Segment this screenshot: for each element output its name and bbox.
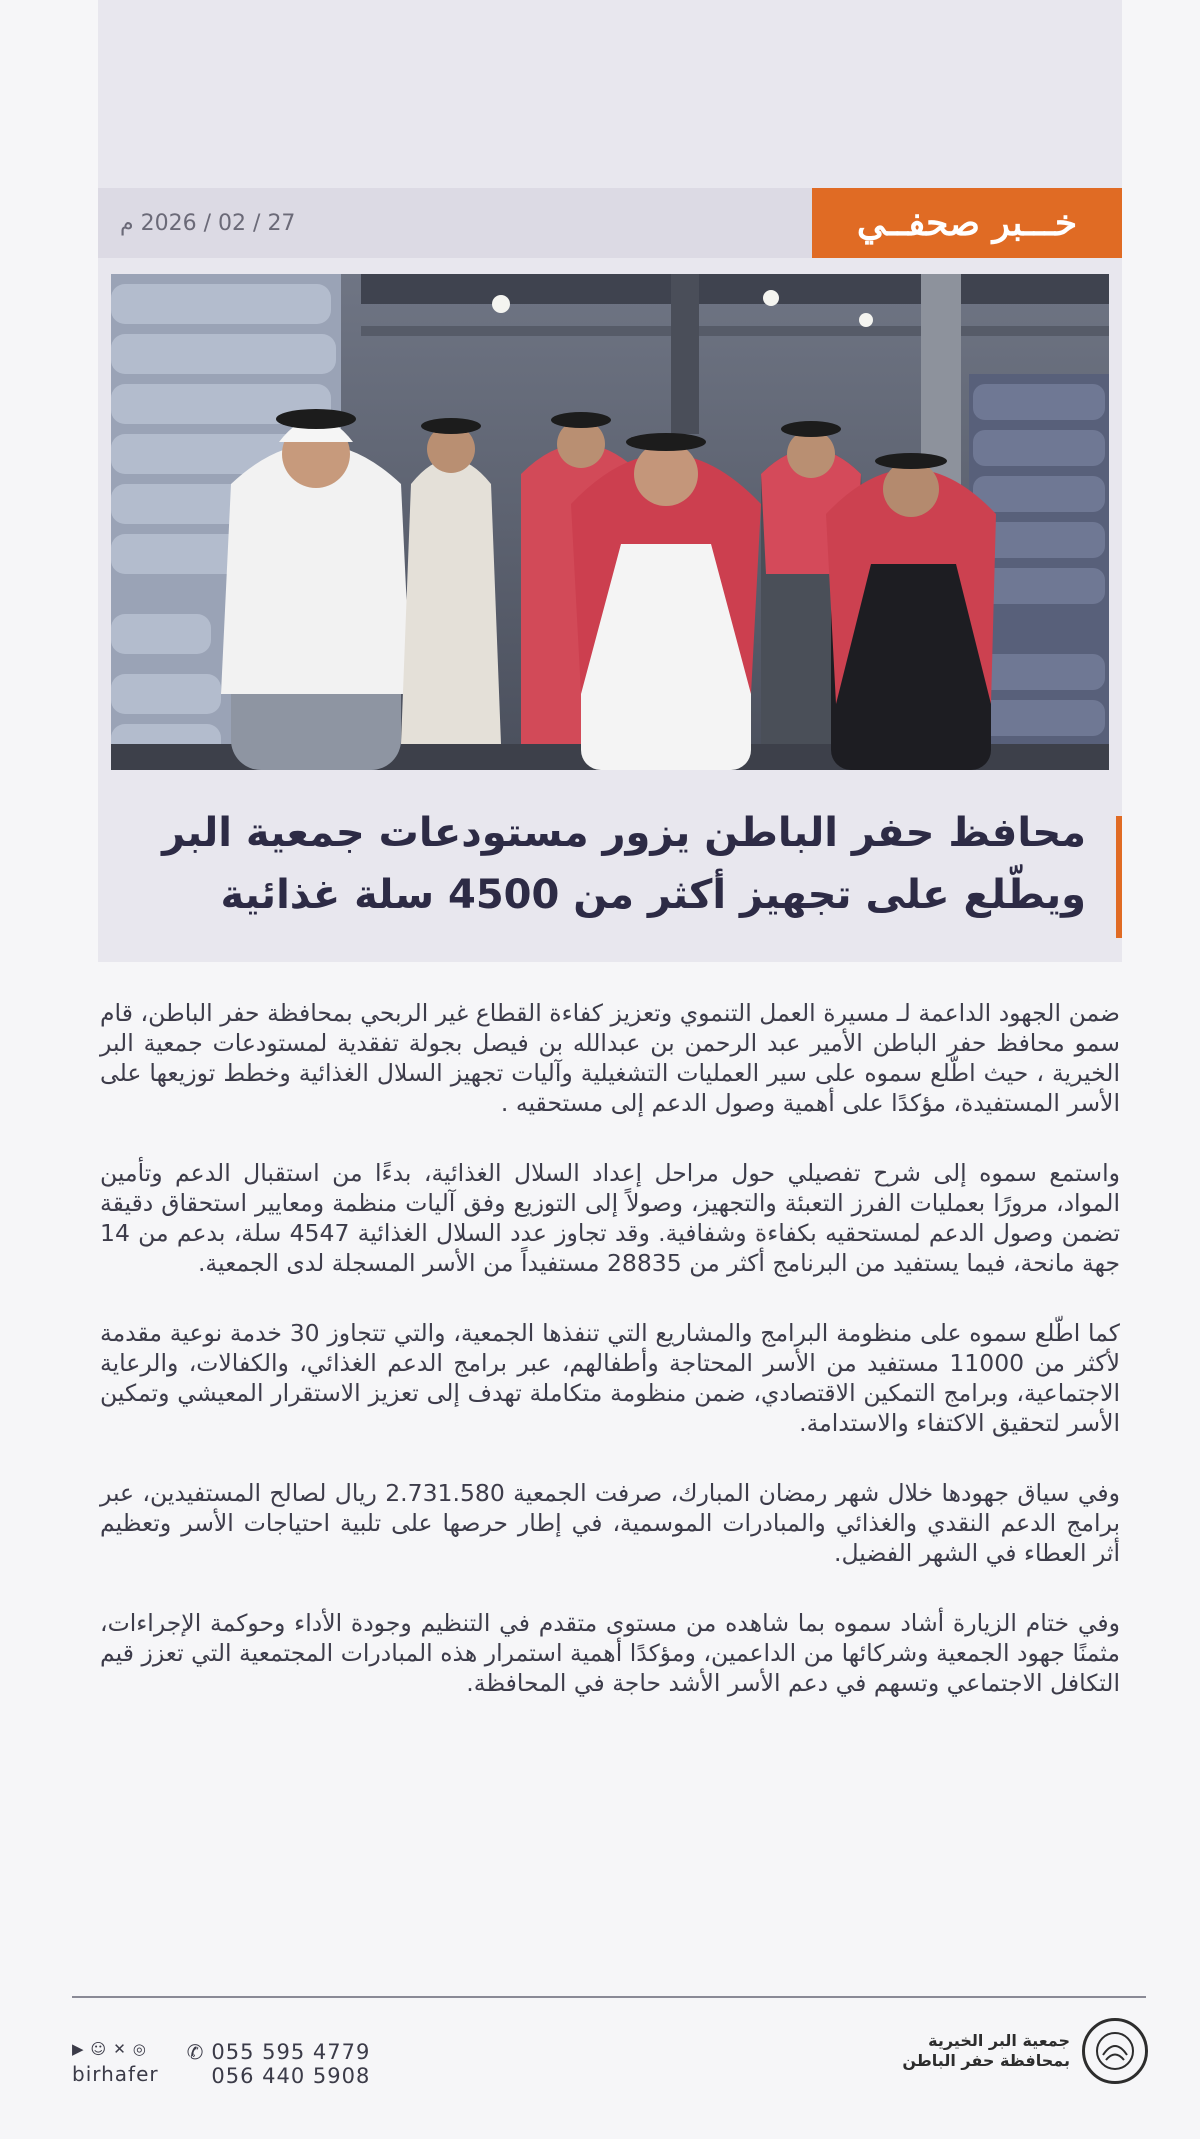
article-body [100, 998, 1120, 1738]
social-icons [72, 2040, 159, 2058]
phone-number-1[interactable]: 055 595 4779 [211, 2040, 371, 2064]
article-card [98, 0, 1122, 962]
social-block [72, 2040, 159, 2086]
footer-divider [72, 1996, 1146, 1998]
youtube-icon[interactable]: ▶ [72, 2040, 85, 2058]
snapchat-icon[interactable]: ☺ [90, 2040, 108, 2058]
warehouse-visit-photo [111, 274, 1109, 770]
publish-date: 27 / 02 / 2026 م [120, 210, 296, 236]
card-top-space [98, 0, 1122, 188]
instagram-icon[interactable]: ◎ [132, 2040, 147, 2058]
meta-bar [98, 188, 1122, 258]
paragraph: وفي سياق جهودها خلال شهر رمضان المبارك، صرفت الجمعية 2.731.580 ريال لصالح المستفيدين، عبر برامج الدعم النقدي والغذائي والمبادرات الموسمية، في إطار حرصها على تلبية احتياجات الأسر وتعظيم أثر العطاء في الشهر الفضيل. [100, 1479, 1120, 1567]
headline-line-1: محافظ حفر الباطن يزور مستودعات جمعية البر [162, 810, 1086, 856]
headline-accent-bar [1116, 816, 1122, 938]
org-logo-icon [1082, 2018, 1148, 2084]
social-handle[interactable]: birhafer [72, 2062, 159, 2086]
org-branding [902, 2018, 1148, 2084]
x-icon[interactable]: ✕ [113, 2040, 127, 2058]
org-name-line-1: جمعية البر الخيرية [928, 2031, 1070, 2050]
paragraph: وفي ختام الزيارة أشاد سموه بما شاهده من مستوى متقدم في التنظيم وجودة الأداء وحوكمة الإجراءات، مثمنًا جهود الجمعية وشركائها من الداعمين، ومؤكدًا أهمية استمرار هذه المبادرات المجتمعية التي تعزز قيم التكافل الاجتماعي وتسهم في دعم الأسر الأشد حاجة في المحافظة. [100, 1609, 1120, 1697]
footer-contacts [72, 2040, 370, 2088]
news-photo [111, 274, 1109, 770]
org-name-line-2: بمحافظة حفر الباطن [902, 2051, 1070, 2070]
org-name [902, 2031, 1070, 2071]
phone-number-2[interactable]: 056 440 5908 [211, 2064, 371, 2088]
news-tag: خـــبر صحفــي [812, 188, 1122, 258]
phone-block [187, 2040, 371, 2088]
paragraph: واستمع سموه إلى شرح تفصيلي حول مراحل إعداد السلال الغذائية، بدءًا من استقبال الدعم وتأمين المواد، مرورًا بعمليات الفرز التعبئة والتجهيز، وصولاً إلى التوزيع وفق آليات منظمة ومعايير استحقاق دقيقة تضمن وصول الدعم لمستحقيه بكفاءة وشفافية. وقد تجاوز عدد السلال الغذائية 4547 سلة، بدعم من 14 جهة مانحة، فيما يستفيد من البرنامج أكثر من 28835 مستفيداً من الأسر المسجلة لدى الجمعية. [100, 1159, 1120, 1277]
headline-line-2: ويطّلع على تجهيز أكثر من 4500 سلة غذائية [220, 872, 1086, 918]
phone-icon: ✆ [186, 2040, 204, 2064]
headline-block [98, 802, 1122, 942]
paragraph: كما اطّلع سموه على منظومة البرامج والمشاريع التي تنفذها الجمعية، والتي تتجاوز 30 خدمة نوعية مقدمة لأكثر من 11000 مستفيد من الأسر المحتاجة وأطفالهم، عبر برامج الدعم الغذائي، والكفالات، والرعاية الاجتماعية، وبرامج التمكين الاقتصادي، ضمن منظومة متكاملة تهدف إلى تعزيز الاستقرار المعيشي وتمكين الأسر لتحقيق الاكتفاء والاستدامة. [100, 1319, 1120, 1437]
paragraph: ضمن الجهود الداعمة لـ مسيرة العمل التنموي وتعزيز كفاءة القطاع غير الربحي بمحافظة حفر الباطن، قام سمو محافظ حفر الباطن الأمير عبد الرحمن بن عبدالله بن فيصل بجولة تفقدية لمستودعات جمعية البر الخيرية ، حيث اطّلع سموه على سير العمليات التشغيلية وآليات تجهيز السلال الغذائية وخطط توزيعها على الأسر المستفيدة، مؤكدًا على أهمية وصول الدعم إلى مستحقيه . [100, 999, 1120, 1117]
headline [126, 802, 1086, 926]
